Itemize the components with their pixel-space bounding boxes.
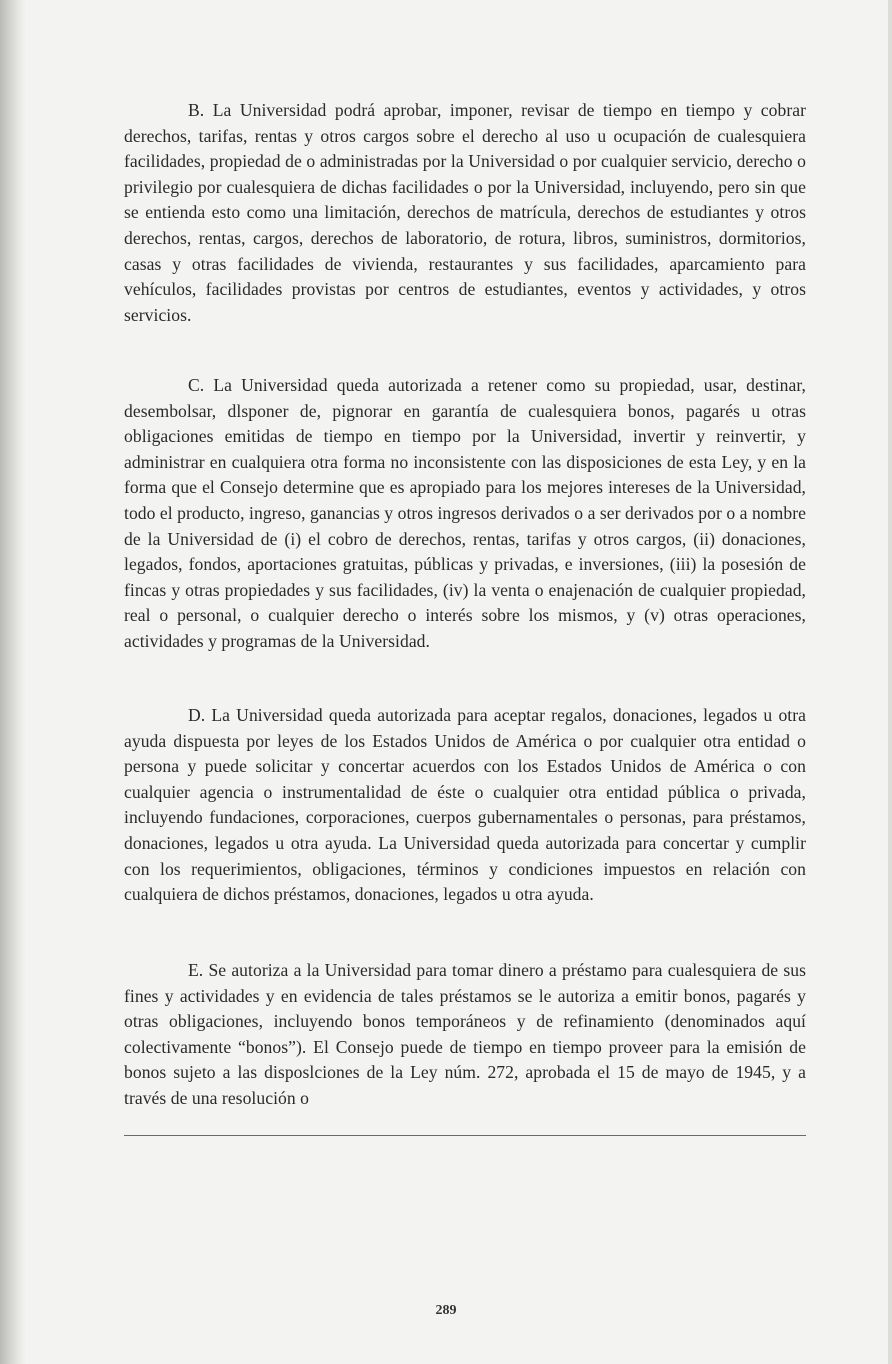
footnote-divider [124, 1135, 806, 1136]
paragraph-c: C. La Universidad queda autorizada a retener como su propiedad, usar, destinar, desembolsar, dlsponer de, pignorar en garantía de cualesquiera bonos, pagarés u otras obligaciones emitidas de tiempo en tiempo por la Universidad, invertir y reinvertir, y administrar en cualquiera otra forma no inconsistente con las disposiciones de esta Ley, y en la forma que el Consejo determine que es apropiado para los mejores intereses de la Universidad, todo el producto, ingreso, ganancias y otros ingresos derivados o a ser derivados por o a nombre de la Universidad de (i) el cobro de derechos, rentas, tarifas y otros cargos, (ii) donaciones, legados, fondos, aportaciones gratuitas, públicas y privadas, e inversiones, (iii) la posesión de fincas y otras propiedades y sus facilidades, (iv) la venta o enajenación de cualquier propiedad, real o personal, o cualquier derecho o interés sobre los mismos, y (v) otras operaciones, actividades y programas de la Universidad. [124, 375, 806, 651]
paragraph-e: E. Se autoriza a la Universidad para tomar dinero a préstamo para cualesquiera de sus fines y actividades y en evidencia de tales préstamos se le autoriza a emitir bonos, pagarés y otras obligaciones, incluyendo bonos temporáneos y de refinamiento (denominados aquí colectivamente “bonos”). El Consejo puede de tiempo en tiempo proveer para la emisión de bonos sujeto a las disposlciones de la Ley núm. 272, aprobada el 15 de mayo de 1945, y a través de una resolución o [124, 960, 806, 1108]
paragraph-b: B. La Universidad podrá aprobar, imponer, revisar de tiempo en tiempo y cobrar derechos, tarifas, rentas y otros cargos sobre el derecho al uso u ocupación de cualesquiera facilidades, propiedad de o administradas por la Universidad o por cualquier servicio, derecho o privilegio por cualesquiera de dichas facilidades o por la Universidad, incluyendo, pero sin que se entienda esto como una limitación, derechos de matrícula, derechos de estudiantes y otros derechos, rentas, cargos, derechos de laboratorio, de rotura, libros, suministros, dormitorios, casas y otras facilidades de vivienda, restaurantes y sus facilidades, aparcamiento para vehículos, facilidades provistas por centros de estudiantes, eventos y actividades, y otros servicios. [124, 100, 806, 325]
page-number: 289 [435, 1303, 457, 1318]
scan-shadow-left [0, 0, 26, 1364]
paragraph-d: D. La Universidad queda autorizada para aceptar regalos, donaciones, legados u otra ayuda dispuesta por leyes de los Estados Unidos de América o por cualquier otra entidad o persona y puede solicitar y concertar acuerdos con los Estados Unidos de América o con cualquier agencia o instrumentalidad de éste o cualquier otra entidad pública o privada, incluyendo fundaciones, corporaciones, cuerpos gubernamentales o personas, para préstamos, donaciones, legados u otra ayuda. La Universidad queda autorizada para concertar y cumplir con los requerimientos, obligaciones, términos y condiciones impuestos en relación con cualquiera de dichos préstamos, donaciones, legados u otra ayuda. [124, 705, 806, 905]
scan-shadow-right [888, 0, 892, 1364]
